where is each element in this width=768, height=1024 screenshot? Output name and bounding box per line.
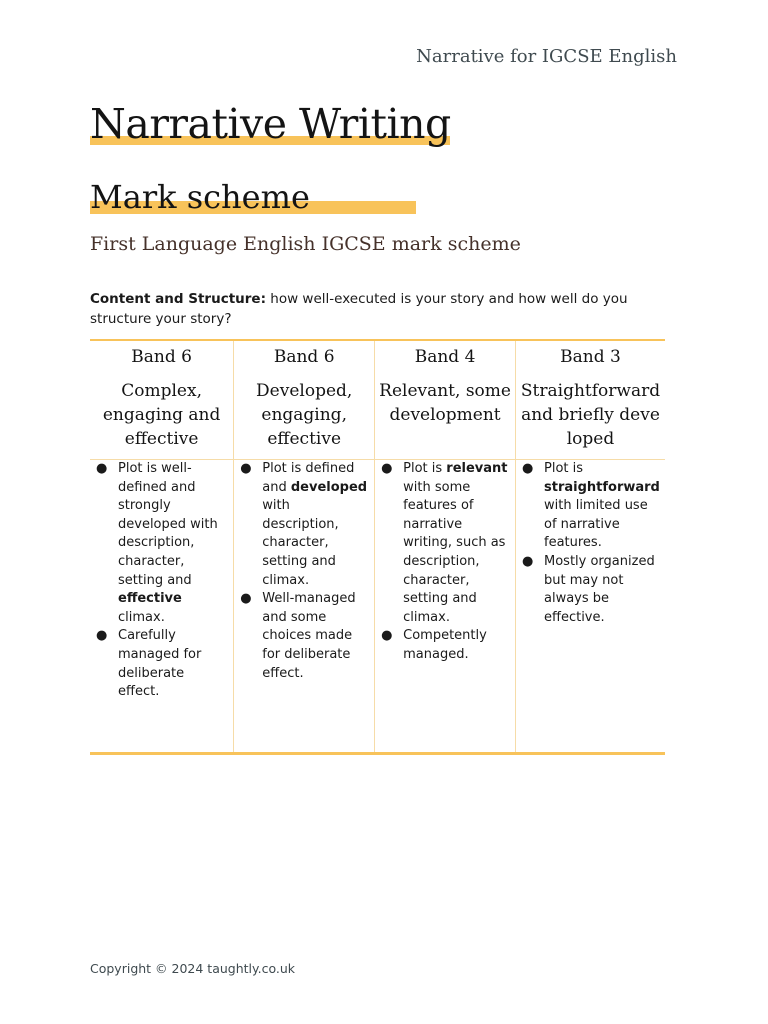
cell-text: with description, character, setting and climax.	[262, 498, 339, 588]
cell-bold-text: developed	[290, 479, 368, 495]
list-item	[96, 460, 227, 627]
header-note: Narrative for IGCSE English	[416, 46, 677, 67]
cell-text: climax.	[118, 609, 165, 625]
band-descriptor: Straightforward and briefly developed	[520, 381, 661, 449]
bullet-icon: ●	[96, 628, 108, 644]
band-header-4	[516, 340, 666, 460]
table-header-row	[90, 340, 665, 460]
band-cell-3	[375, 460, 516, 754]
band-cell-2	[234, 460, 375, 754]
cell-text: with some features of narrative writing, such as description, character, setting and climax.	[403, 479, 506, 625]
bullet-icon: ●	[240, 461, 252, 476]
list-item	[381, 627, 509, 664]
band-descriptor: Developed, engaging, effective	[256, 381, 353, 449]
list-item	[96, 627, 227, 701]
cell-text: Competently managed.	[403, 628, 487, 662]
band-header-1	[90, 340, 234, 460]
bullet-icon: ●	[522, 553, 534, 569]
cell-bold-text: effective	[118, 591, 182, 607]
intro-label: Content and Structure:	[90, 291, 266, 307]
cell-text: Plot is well-defined and strongly developed with description, character, setting and	[118, 461, 218, 588]
intro-text: how well-executed is your story and how well do you structure your story?	[90, 291, 628, 327]
list-item	[381, 460, 509, 627]
page-title: Narrative Writing	[90, 100, 451, 148]
page-subtitle: Mark scheme	[90, 178, 310, 216]
list-item	[522, 460, 660, 553]
band-descriptor: Relevant, some development	[379, 381, 511, 425]
page-title-block	[90, 98, 451, 150]
band-cell-4	[516, 460, 666, 754]
cell-text: with limited use of narrative features.	[544, 498, 648, 551]
band-name: Band 6	[273, 347, 335, 367]
band-header-2	[234, 340, 375, 460]
bullet-list	[96, 460, 227, 702]
bullet-list	[522, 460, 659, 627]
table-row	[90, 460, 665, 754]
band-descriptor: Complex, engaging and effective	[102, 381, 221, 449]
band-name: Band 3	[560, 347, 621, 367]
cell-text: Plot is	[403, 461, 447, 476]
band-name: Band 4	[414, 347, 476, 367]
cell-text: Well-managed and some choices made for deliberate effect.	[262, 591, 356, 681]
mark-scheme-table	[90, 339, 665, 755]
cell-text: Plot is	[544, 461, 584, 476]
bullet-icon: ●	[522, 461, 534, 476]
cell-text: Plot is defined and	[262, 461, 355, 495]
cell-bold-text: straightforward	[544, 479, 660, 495]
band-name: Band 6	[131, 347, 192, 367]
bullet-list	[381, 460, 509, 665]
list-item	[240, 460, 368, 590]
band-cell-1	[90, 460, 234, 754]
subtitle-block	[90, 175, 310, 219]
bullet-icon: ●	[240, 591, 252, 607]
cell-text: Carefully managed for deliberate effect.	[118, 628, 202, 700]
bullet-list	[240, 460, 368, 683]
bullet-icon: ●	[381, 461, 393, 476]
cell-bold-text: relevant	[446, 461, 508, 476]
band-header-3	[375, 340, 516, 460]
section-heading: First Language English IGCSE mark scheme	[90, 233, 521, 255]
intro-paragraph	[90, 289, 680, 329]
cell-text: Mostly organized but may not always be effective.	[544, 553, 655, 625]
list-item	[240, 590, 368, 683]
copyright-footer: Copyright © 2024 taughtly.co.uk	[90, 961, 296, 976]
bullet-icon: ●	[96, 461, 108, 476]
list-item	[522, 553, 659, 627]
bullet-icon: ●	[381, 628, 393, 644]
